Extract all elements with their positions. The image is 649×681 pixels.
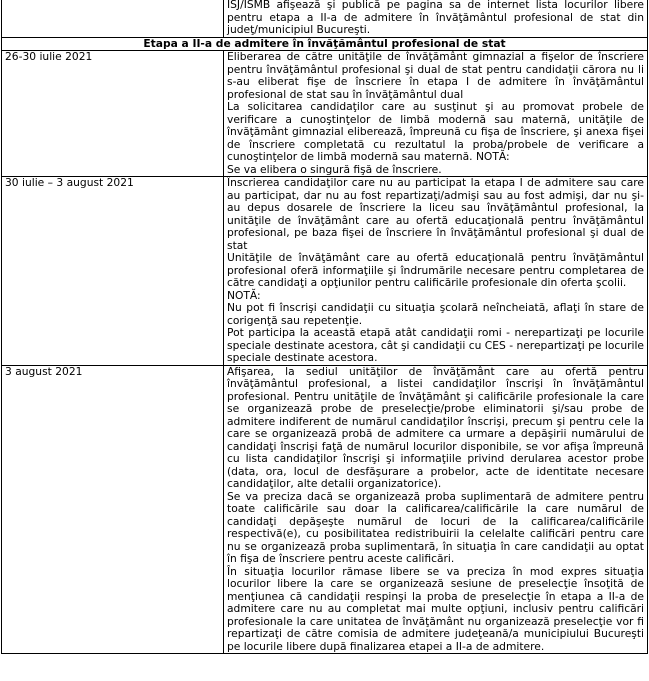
description-cell [224, 51, 648, 177]
date-cell: 26-30 iulie 2021 [2, 51, 224, 177]
description-cell [224, 177, 648, 366]
paragraph: Pot participa la această etapă atât candidaţii romi - nerepartizaţi pe locurile speciale destinate acestora, cât şi candidaţii cu CES - nerepartizaţi pe locurile speciale destinate acestora. [227, 326, 644, 364]
paragraph: Se va preciza dacă se organizează proba suplimentară de admitere pentru toate calificările sau doar la calificarea/calificările la care numărul de candidaţi depăşeşte numărul de locuri de la calificarea/calificările respectivă(e), cu posibilitatea redistribuirii la celelalte calificări pentru care nu se organizează proba suplimentară, în situaţia în care candidaţii au optat în fişa de înscriere pentru aceste calificări. [227, 489, 644, 565]
admission-schedule-table [1, 0, 648, 654]
paragraph: Înscrierea candidaţilor care nu au participat la etapa I de admitere sau care au participat, dar nu au fost repartizaţi/admişi sau au fost admişi, dar nu şi-au depus dosarele de înscriere la liceu sau învăţământul profesional, la unităţile de învăţământ care au ofertă educaţională pentru învăţământul profesional, pe baza fişei de înscriere în învăţământul profesional şi dual de stat [227, 176, 644, 252]
table-row [2, 365, 648, 654]
date-cell: 30 iulie – 3 august 2021 [2, 177, 224, 366]
description-cell [224, 0, 648, 37]
paragraph: Afişarea, la sediul unităţilor de învăţământ care au ofertă pentru învăţământul profesional, a listei candidaţilor înscrişi în învăţământul profesional. Pentru unităţile de învăţământ şi calificările profesionale la care se organizează probe de preselecţie/probe eliminatorii şi/sau probe de admitere indiferent de numărul candidaţilor înscrişi, precum şi pentru cele la care se organizează probă de admitere ca urmare a depăşirii numărului de candidaţi înscrişi faţă de numărul locurilor disponibile, se vor afişa împreună cu lista candidaţilor înscrişi şi informaţiile privind derularea acestor probe (data, ora, locul de desfăşurare a probelor, acte de identitate necesare candidaţilor, alte detalii organizatorice). [227, 364, 644, 490]
table-row [2, 0, 648, 37]
paragraph: La solicitarea candidaţilor care au susţinut şi au promovat probele de verificare a cunoştinţelor de limbă modernă sau maternă, unităţile de învăţământ gimnazial eliberează, împreună cu fişa de înscriere, şi anexa fişei de înscriere completată cu rezultatul la proba/probele de verificare a cunoştinţelor de limbă modernă sau maternă. NOTĂ: [227, 100, 644, 163]
section-header-row [2, 37, 648, 51]
date-cell [2, 0, 224, 37]
paragraph: În situaţia locurilor rămase libere se va preciza în mod expres situaţia locurilor libere la care se organizează sesiune de preselecţie însoţită de menţiunea că candidaţii respinşi la proba de preselecţie în etapa a II-a de admitere care nu au completat mai multe opţiuni, inclusiv pentru calificări profesionale la care unitatea de învăţământ nu organizează preselecţie vor fi repartizaţi de către comisia de admitere judeţeană/a municipiului Bucureşti pe locurile libere după finalizarea etapei a II-a de admitere. [227, 564, 644, 653]
paragraph: Unităţile de învăţământ care au ofertă educaţională pentru învăţământul profesional oferă informaţiile şi îndrumările necesare pentru completarea de către candidaţi a opţiunilor pentru calificările profesionale din oferta şcolii. [227, 251, 644, 289]
paragraph: Eliberarea de către unităţile de învăţământ gimnazial a fişelor de înscriere pentru învăţământul profesional şi dual de stat pentru candidaţii cărora nu li s-au eliberat fişe de înscriere în etapa I de admitere în învăţământul profesional de stat sau în învăţământul dual [227, 50, 644, 101]
paragraph: Nu pot fi înscrişi candidaţii cu situaţia şcolară neîncheiată, aflaţi în stare de corigenţă sau repetenţie. [227, 301, 644, 327]
paragraph: NOTĂ: [227, 288, 261, 302]
description-cell [224, 365, 648, 654]
section-title: Etapa a II-a de admitere în învăţământul profesional de stat [2, 37, 648, 51]
paragraph: ISJ/ISMB afişează şi publică pe pagina sa de internet lista locurilor libere pentru etapa a II-a de admitere în învăţământul profesional de stat din judeţ/municipiul Bucureşti. [227, 0, 644, 36]
table-row [2, 177, 648, 366]
paragraph: Se va elibera o singură fişă de înscriere. [227, 162, 442, 176]
table-row [2, 51, 648, 177]
date-cell: 3 august 2021 [2, 365, 224, 654]
